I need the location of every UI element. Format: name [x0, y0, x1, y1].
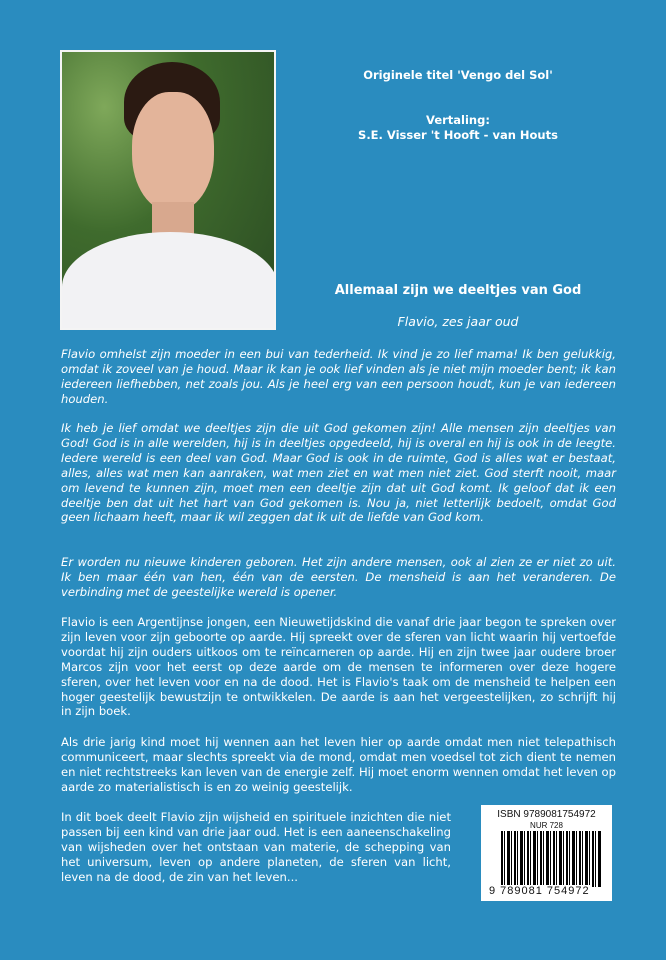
translator: S.E. Visser 't Hooft - van Houts [358, 128, 558, 142]
paragraph-description-3: In dit boek deelt Flavio zijn wijsheid en spirituele inzichten die niet passen bij een kind van drie jaar oud. Het is een aaneenschakeling van wijsheden over het ontstaan van materie, de schepping van het universum, leven op andere planeten, de sferen van licht, leven na de dood, de zin van het leven... [61, 810, 451, 884]
barcode-digits: 9 789081 754972 [489, 885, 590, 897]
author-photo [60, 50, 276, 330]
translation-label: Vertaling: [426, 113, 490, 127]
nur-code: NUR 728 [530, 821, 563, 830]
paragraph-quote-1: Flavio omhelst zijn moeder in een bui van tederheid. Ik vind je zo lief mama! Ik ben gelukkig, omdat ik zoveel van je houd. Maar ik kan je ook lief vinden als je niet mijn moeder bent; ik kan iedereen liefhebben, net zoals jou. Als je heel erg van een persoon houdt, kun je van iedereen houden. [61, 347, 616, 406]
paragraph-quote-3: Er worden nu nieuwe kinderen geboren. Het zijn andere mensen, ook al zien ze er niet zo uit. Ik ben maar één van hen, één van de eersten. De mensheid is aan het veranderen. De verbinding met de geestelijke wereld is opener. [61, 555, 616, 599]
paragraph-description-1: Flavio is een Argentijnse jongen, een Nieuwetijdskind die vanaf drie jaar begon te spreken over zijn leven voor zijn geboorte op aarde. Hij spreekt over de sferen van licht waarin hij vertoefde voordat hij zijn ouders uitkoos om te reïncarneren op aarde. Hij en zijn twee jaar oudere broer Marcos zijn voor het eerst op deze aarde om de mensen te informeren over deze hogere sferen, over het leven voor en na de dood. Het is Flavio's taak om de mensheid te helpen een hoger geestelijk bewustzijn te ontwikkelen. De aarde is aan het vergeestelijken, zo schrijft hij in zijn boek. [61, 615, 616, 719]
photo-shirt [62, 232, 276, 330]
isbn-barcode [481, 805, 612, 901]
paragraph-description-2: Als drie jarig kind moet hij wennen aan het leven hier op aarde omdat men niet telepathisch communiceert, maar slechts spreekt via de mond, omdat men voedsel tot zich dient te nemen en niet rechtstreeks kan leven van de energie zelf. Hij moet enorm wennen omdat het leven op aarde zo materialistisch is en zo weinig geestelijk. [61, 735, 616, 794]
original-title: Originele titel 'Vengo del Sol' [363, 68, 553, 82]
barcode-bars [501, 831, 601, 887]
paragraph-quote-2: Ik heb je lief omdat we deeltjes zijn die uit God gekomen zijn! Alle mensen zijn deeltjes van God! God is in alle werelden, hij is in deeltjes opgedeeld, hij is overal en hij is ook in de leegte. Iedere wereld is een deel van God. Maar God is ook in de ruimte, God is alles wat er bestaat, alles, alles wat men kan aanraken, wat men ziet en wat men niet ziet. God sterft nooit, maar om levend te kunnen zijn, moet men een deeltje zijn dat uit God komt. Ik geloof dat ik een deeltje ben dat uit het hart van God gekomen is. Nou ja, niet letterlijk bedoelt, omdat God geen lichaam heeft, maar ik wil zeggen dat ik uit de liefde van God kom. [61, 421, 616, 525]
photo-face [132, 92, 214, 212]
book-quote-subtitle: Flavio, zes jaar oud [397, 314, 519, 329]
isbn-number: ISBN 9789081754972 [497, 809, 596, 820]
book-quote-title: Allemaal zijn we deeltjes van God [334, 283, 582, 298]
